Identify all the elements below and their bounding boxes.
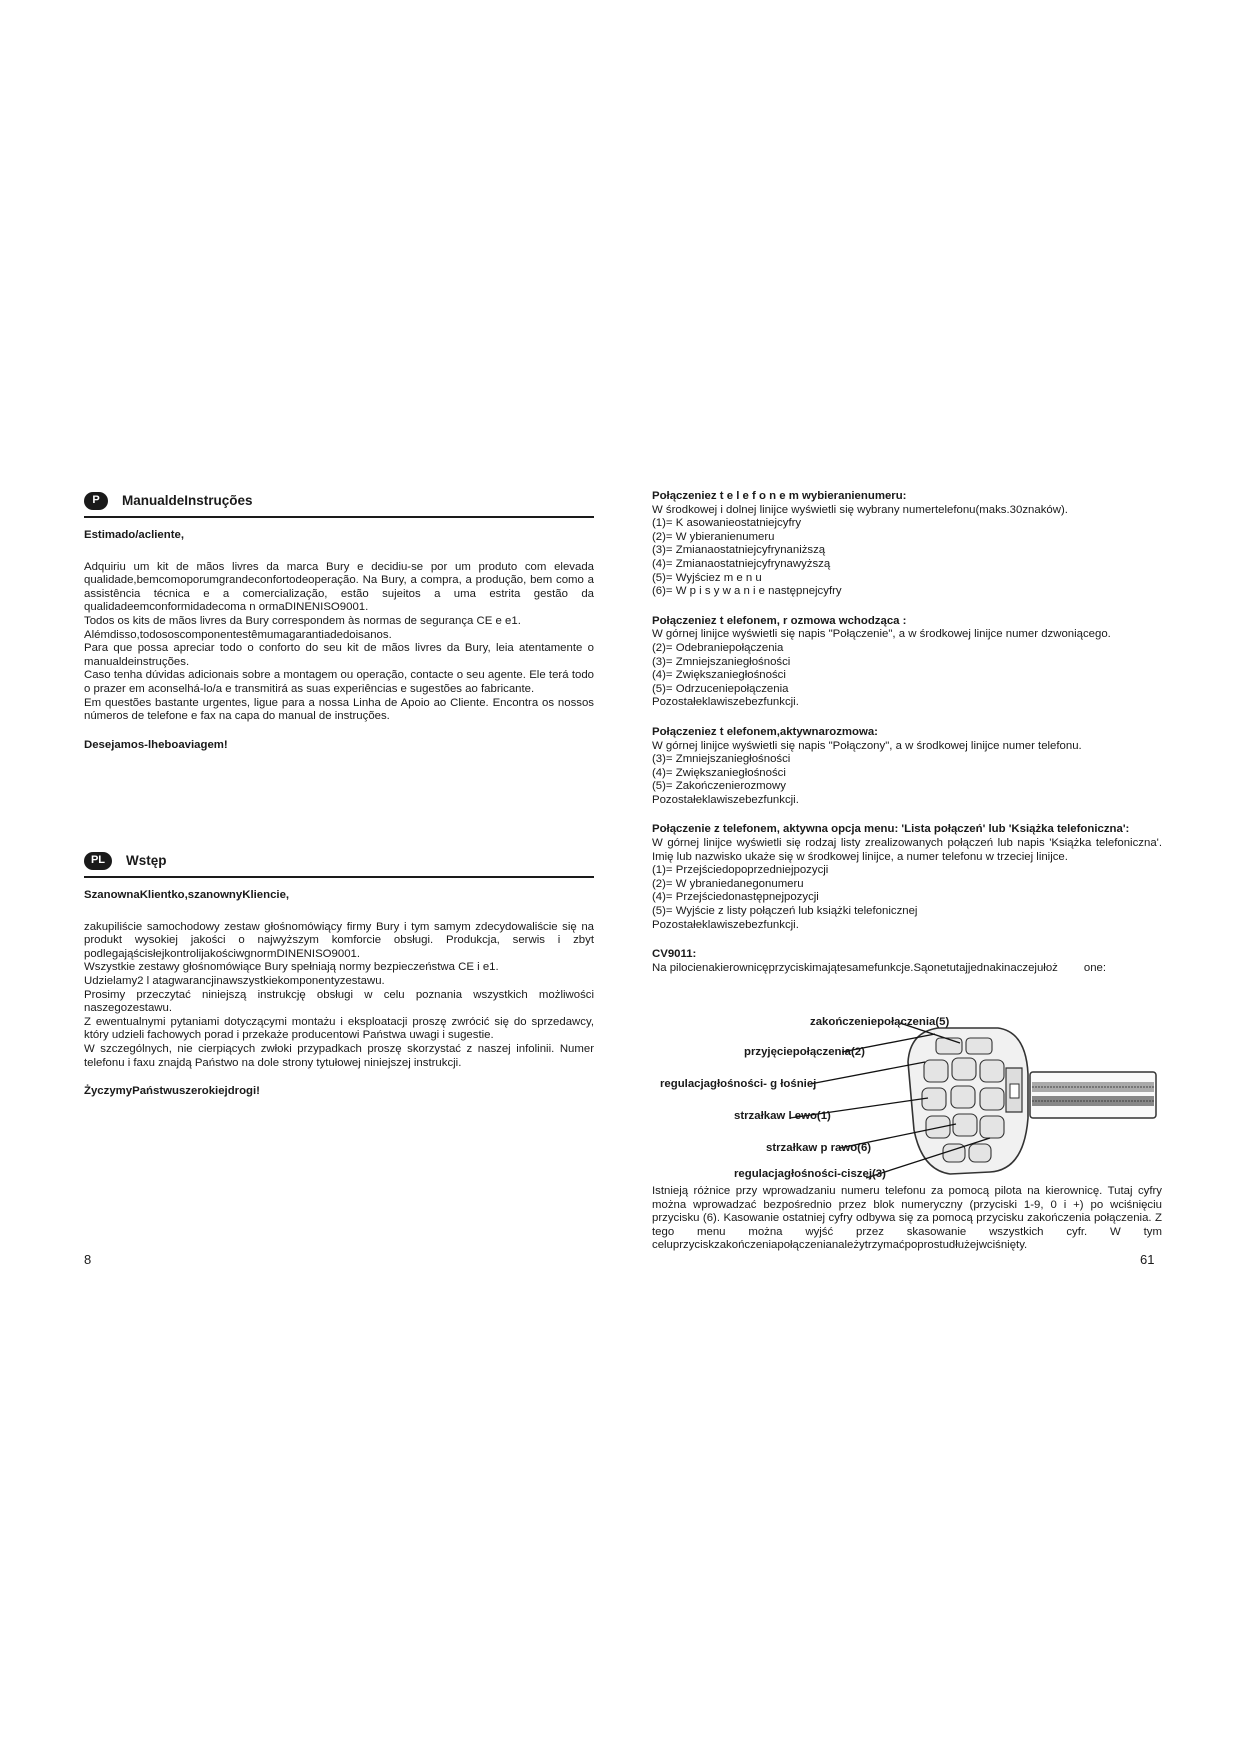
- language-badge-pl: PL: [84, 852, 112, 870]
- s5-heading: CV9011:: [652, 948, 697, 961]
- s3-line: (5)= Zakończenierozmowy: [652, 780, 786, 793]
- label-volume-up: regulacjagłośności- g łośniej: [660, 1078, 817, 1090]
- pl-paragraph: W szczególnych, nie cierpiących zwłoki przypadkach proszę skorzystać z naszej infolinii. Numer telefonu i faxu znajdą Państwo na dole strony tytułowej niniejszej instrukcji.: [84, 1042, 594, 1069]
- pl-section-title: Wstęp: [126, 853, 167, 869]
- right-sections: [652, 490, 1162, 975]
- s4-intro: W górnej linijce wyświetli się rodzaj listy zrealizowanych połączeń lub napis 'Książka telefoniczna'. Imię lub nazwisko ukaże się w środkowej linijce, a numer telefonu w trzeciej linijce.: [652, 837, 1162, 863]
- pt-paragraph: Adquiriu um kit de mãos livres da marca Bury e decidiu-se por um produto com elevada qualidade,bemcomoporumgrandeconfortodeoperação. Na Bury, a compra, a produção, bem como a assistência técnica e a comercialização, estão sujeitos a uma estrita gestão da qualidadeemconformidadecoma n ormaDINENISO9001.: [84, 560, 594, 614]
- label-end-call: zakończeniepołączenia(5): [810, 1016, 950, 1028]
- s5-closing: Istnieją różnice przy wprowadzaniu numeru telefonu za pomocą pilota na kierownicę. Tutaj cyfry można wprowadzać bezpośrednio przez blok numeryczny (przyciski 1-9, 0 i +) po wciśnięciu przycisku (6). Kasowanie ostatniej cyfry odbywa się za pomocą przycisku zakończenia połączenia. Z tego menu można wyjść przez skasowanie wszystkich cyfr. W tym celuprzyciskzakończeniapołączenianależytrzymaćpoprostudłużejwciśnięty.: [652, 1185, 1162, 1252]
- s5-closing-block: [652, 1185, 1162, 1253]
- pl-section: [84, 850, 594, 1099]
- s3-heading: Połączeniez t elefonem,aktywnarozmowa:: [652, 725, 878, 738]
- s4-line: (1)= Przejściedopoprzedniejpozycji: [652, 864, 829, 877]
- remote-control-diagram: [660, 1010, 1160, 1180]
- s2-heading: Połączeniez t elefonem, r ozmowa wchodząca :: [652, 614, 907, 627]
- s2-line: Pozostałeklawiszebezfunkcji.: [652, 696, 799, 709]
- strap-graphic: [1030, 1072, 1156, 1118]
- s3-line: W górnej linijce wyświetli się napis "Połączony", a w środkowej linijce numer telefonu.: [652, 739, 1082, 752]
- s4-line: Pozostałeklawiszebezfunkcji.: [652, 918, 799, 931]
- pt-paragraph: Alémdisso,todososcomponentestêmumagarantiadedoisanos.: [84, 628, 392, 641]
- s2-line: (3)= Zmniejszaniegłośności: [652, 655, 791, 668]
- s2-line: (4)= Zwiększaniegłośności: [652, 669, 786, 682]
- pl-divider: [84, 876, 594, 878]
- s2-line: (2)= Odebraniepołączenia: [652, 641, 784, 654]
- label-volume-down: regulacjagłośności-ciszej(3): [734, 1168, 886, 1180]
- s3-line: (4)= Zwiększaniegłośności: [652, 766, 786, 779]
- pt-paragraph: Para que possa apreciar todo o conforto do seu kit de mãos livres da Bury, leia atentamente o manualdeinstruções.: [84, 642, 594, 668]
- s5-intro-b: one:: [1083, 961, 1107, 974]
- s4-line: (5)= Wyjście z listy połączeń lub książki telefonicznej: [652, 905, 918, 918]
- s3-line: (3)= Zmniejszaniegłośności: [652, 753, 791, 766]
- pl-paragraph: zakupiliście samochodowy zestaw głośnomówiący firmy Bury i tym samym zdecydowaliście się na produkt wysokiej jakości o najwyższym komforcie obsługi. Produkcja, serwis i zbyt podlegająścisłejkontrolijakościwgnormDINENISO9001.: [84, 920, 594, 960]
- s4-heading: Połączenie z telefonem, aktywna opcja menu: 'Lista połączeń' lub 'Książka telefoniczna':: [652, 823, 1130, 836]
- s4-line: (2)= W ybraniedanegonumeru: [652, 877, 804, 890]
- pt-section-header: [84, 490, 594, 512]
- s1-line: (6)= W p i s y w a n i e następnejcyfry: [652, 585, 842, 598]
- pt-section-title: ManualdeInstruções: [122, 493, 253, 509]
- pt-paragraph: Caso tenha dúvidas adicionais sobre a montagem ou operação, contacte o seu agente. Ele terá todo o prazer em aconselhá-lo/a e transmitirá as suas experiências e sugestões ao fabricante.: [84, 669, 594, 695]
- pl-paragraph: Prosimy przeczytać niniejszą instrukcję obsługi w celu poznania wszystkich możliwości naszegozestawu.: [84, 988, 594, 1015]
- pt-closing: Desejamos-lheboaviagem!: [84, 738, 228, 751]
- s3-line: Pozostałeklawiszebezfunkcji.: [652, 793, 799, 806]
- pl-greeting: SzanownaKlientko,szanownyKliencie,: [84, 889, 290, 901]
- pl-section-header: [84, 850, 594, 872]
- label-accept-call: przyjęciepołączenia(2): [744, 1046, 865, 1058]
- s1-heading: Połączeniez t e l e f o n e m wybieranienumeru:: [652, 490, 907, 502]
- s1-line: (3)= Zmianaostatniejcyfrynaniższą: [652, 544, 826, 557]
- remote-control-illustration: [660, 1010, 1160, 1180]
- s2-line: (5)= Odrzuceniepołączenia: [652, 682, 789, 695]
- pt-divider: [84, 516, 594, 518]
- s1-line: (4)= Zmianaostatniejcyfrynawyższą: [652, 557, 831, 570]
- s1-line: (2)= W ybieranienumeru: [652, 530, 775, 543]
- pt-greeting: Estimado/acliente,: [84, 529, 185, 541]
- pl-paragraph: Z ewentualnymi pytaniami dotyczącymi montażu i eksploatacji proszę zwrócić się do sprzedawcy, który udzieli fachowych porad i przekaże producentowi Państwa uwagi i sugestie.: [84, 1015, 594, 1042]
- s5-intro-a: Na pilocienakierownicęprzyciskimajątesamefunkcje.Sąonetutajjednakinaczejułoż: [652, 961, 1058, 974]
- pt-paragraph: Em questões bastante urgentes, ligue para a nossa Linha de Apoio ao Cliente. Encontra os nossos números de telefone e fax na capa do manual de instruções.: [84, 696, 594, 723]
- page-number-right: 61: [1140, 1252, 1155, 1267]
- s2-line: W górnej linijce wyświetli się napis "Połączenie", a w środkowej linijce numer dzwoniącego.: [652, 628, 1111, 641]
- pl-paragraph: Udzielamy2 l atagwarancjinawszystkiekomponentyzestawu.: [84, 974, 385, 987]
- label-arrow-right: strzałkaw p rawo(6): [766, 1142, 872, 1154]
- language-badge-pt: P: [84, 492, 108, 510]
- pl-paragraph: Wszystkie zestawy głośnomówiące Bury spełniają normy bezpieczeństwa CE i e1.: [84, 961, 499, 974]
- s1-line: (1)= K asowanieostatniejcyfry: [652, 517, 802, 530]
- label-arrow-left: strzałkaw l ewo(1): [734, 1110, 831, 1122]
- pl-closing: ŻyczymyPaństwuszerokiejdrogi!: [84, 1085, 260, 1098]
- s1-line: W środkowej i dolnej linijce wyświetli się wybrany numertelefonu(maks.30znaków).: [652, 503, 1068, 516]
- s1-line: (5)= Wyjściez m e n u: [652, 571, 762, 584]
- s5-intro: [652, 962, 1162, 976]
- page-number-left: 8: [84, 1252, 92, 1267]
- pt-paragraph: Todos os kits de mãos livres da Bury correspondem às normas de segurança CE e e1.: [84, 614, 521, 627]
- pt-section: [84, 490, 594, 752]
- s4-line: (4)= Przejściedonastępnejpozycji: [652, 891, 819, 904]
